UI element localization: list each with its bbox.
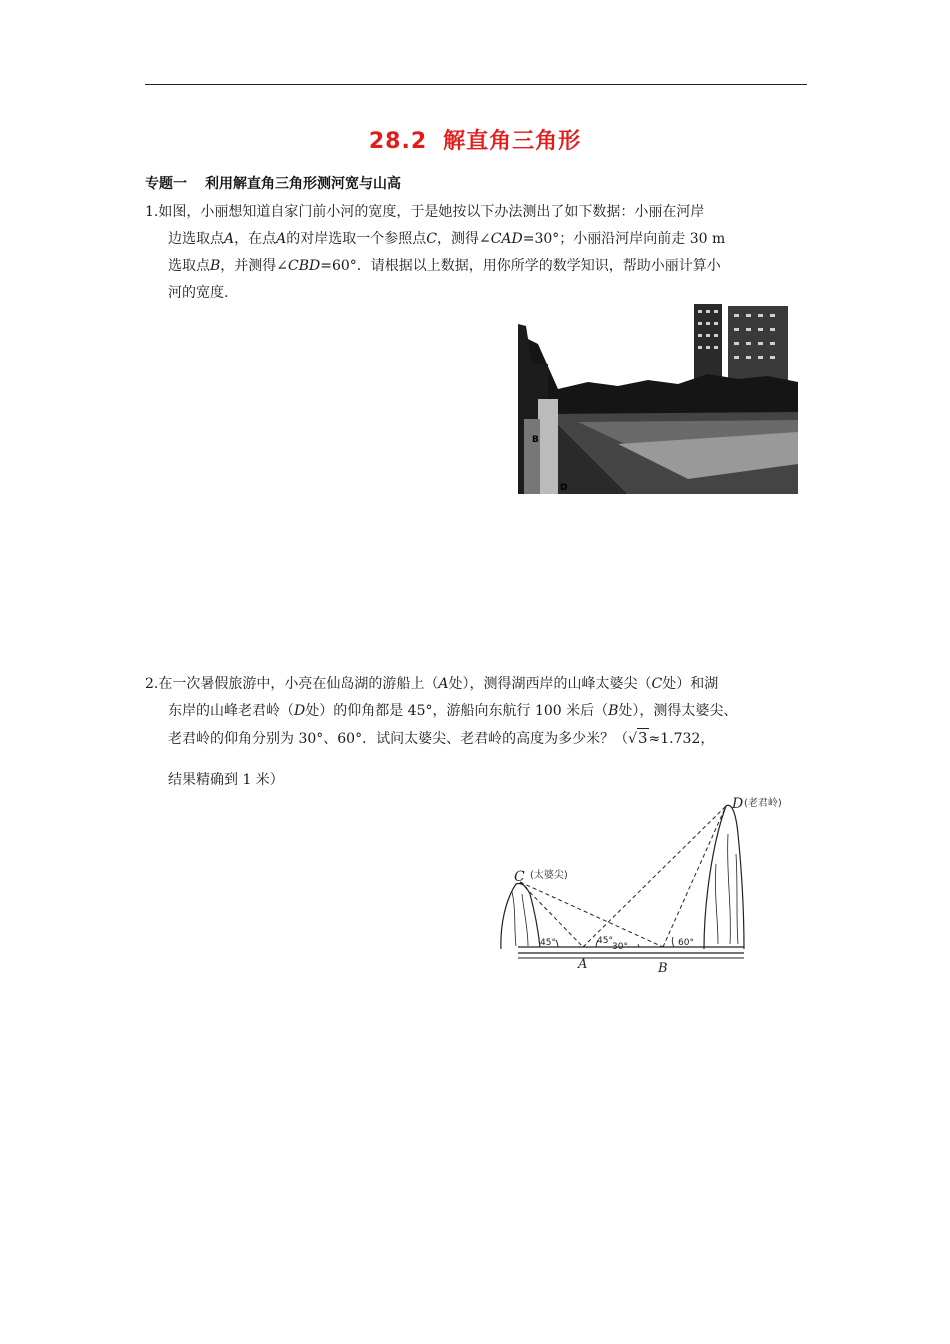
sqrt-symbol: √3 bbox=[628, 729, 648, 747]
angle-label-3: 30° bbox=[612, 942, 628, 952]
q2-line-2: 东岸的山峰老君岭（D处）的仰角都是 45°，游船向东航行 100 米后（B处），测得太婆尖、 bbox=[168, 703, 738, 719]
river-photo bbox=[518, 304, 798, 494]
diagram-label-d-name: (老君岭) bbox=[744, 798, 782, 809]
diagram-label-d: D bbox=[732, 796, 744, 812]
photo-label-b: B bbox=[532, 435, 539, 445]
title-text: 解直角三角形 bbox=[443, 129, 582, 154]
q2-line-3: 老君岭的仰角分别为 30°、60°．试问太婆尖、老君岭的高度为多少米？（√3≈1.732， bbox=[145, 725, 737, 753]
q1-line-2: 边选取点A，在点A的对岸选取一个参照点C，测得∠CAD=30°；小丽沿河岸向前走 30 m bbox=[168, 231, 726, 247]
angle-label-4: 60° bbox=[678, 938, 694, 948]
section-heading bbox=[145, 173, 401, 193]
angle-label-2: 45° bbox=[597, 936, 613, 946]
q1-line-1: 1.如图，小丽想知道自家门前小河的宽度，于是她按以下办法测出了如下数据：小丽在河岸 bbox=[145, 204, 705, 220]
q1-line-3: 选取点B，并测得∠CBD=60°．请根据以上数据，用你所学的数学知识，帮助小丽计算小 bbox=[168, 258, 721, 274]
photo-label-d: D bbox=[560, 483, 568, 493]
diagram-label-b: B bbox=[658, 961, 668, 976]
diagram-label-c-name: (太婆尖) bbox=[530, 870, 568, 881]
q2-line-4: 结果精确到 1 米） bbox=[168, 772, 284, 788]
angle-label-1: 45° bbox=[540, 938, 556, 948]
diagram-label-a: A bbox=[578, 957, 588, 972]
title-number: 28.2 bbox=[368, 129, 428, 154]
mountain-diagram bbox=[498, 794, 808, 982]
section-label: 专题一 bbox=[145, 176, 187, 192]
header-rule bbox=[145, 84, 807, 85]
q2-line-1: 2.在一次暑假旅游中，小亮在仙岛湖的游船上（A处），测得湖西岸的山峰太婆尖（C处）和湖 bbox=[145, 676, 719, 692]
diagram-label-c: C bbox=[514, 869, 525, 885]
q1-line-4: 河的宽度. bbox=[168, 285, 229, 301]
page-title bbox=[0, 124, 950, 155]
question-2 bbox=[145, 671, 737, 794]
question-1 bbox=[145, 199, 725, 307]
section-text: 利用解直角三角形测河宽与山高 bbox=[205, 176, 401, 192]
